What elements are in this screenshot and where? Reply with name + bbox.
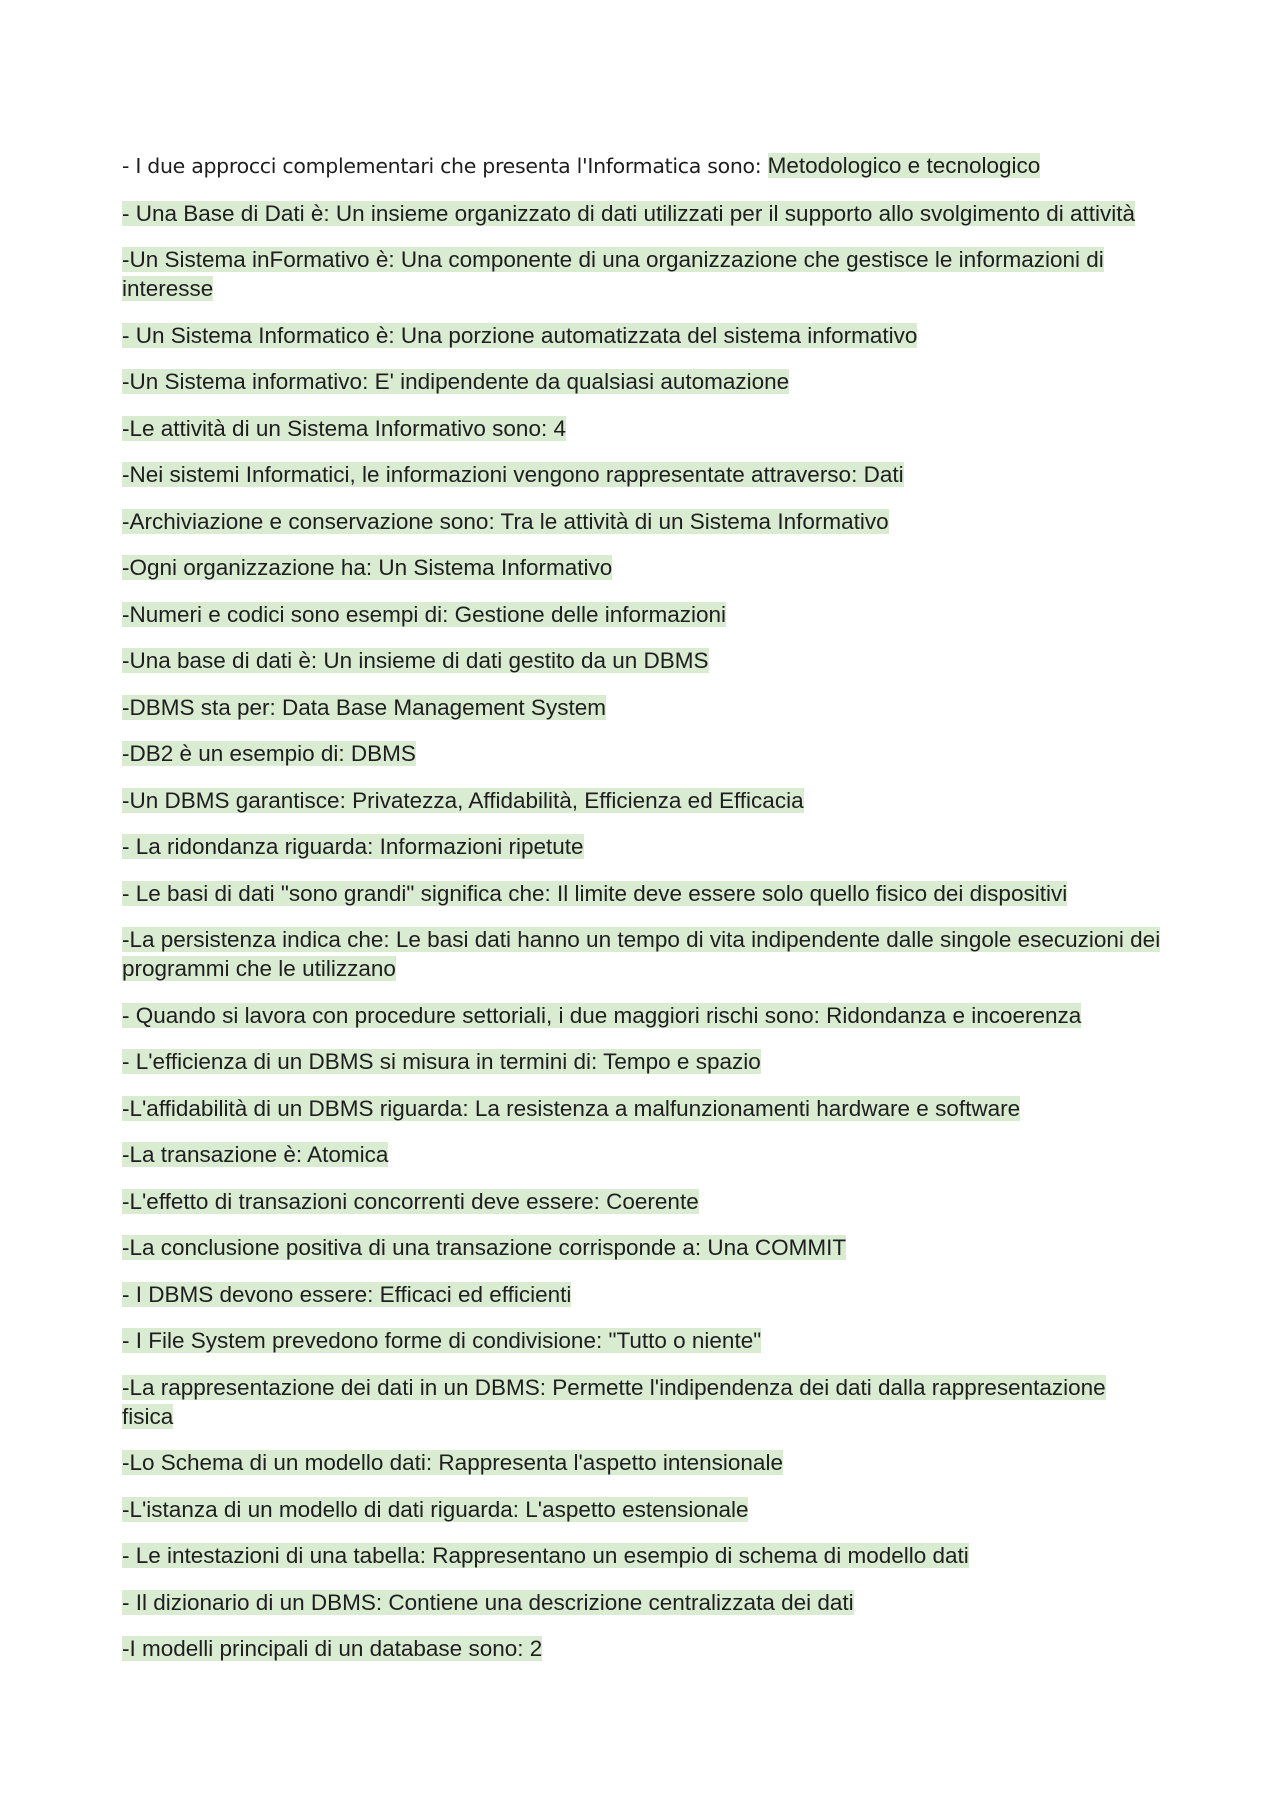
highlighted-text: -L'istanza di un modello di dati riguarda: L'aspetto estensionale [122, 1496, 749, 1522]
question-line [122, 1588, 1162, 1617]
highlighted-text: - Il dizionario di un DBMS: Contiene una descrizione centralizzata dei dati [122, 1589, 854, 1615]
question-line [122, 1187, 1162, 1216]
question-line [122, 1094, 1162, 1123]
document-body [122, 151, 1162, 1681]
highlighted-text: -Un DBMS garantisce: Privatezza, Affidabilità, Efficienza ed Efficacia [122, 787, 804, 813]
question-line [122, 925, 1162, 983]
question-line [122, 1047, 1162, 1076]
highlighted-text: -La conclusione positiva di una transazione corrisponde a: Una COMMIT [122, 1235, 847, 1260]
question-line [122, 460, 1162, 489]
highlighted-text: - Le intestazioni di una tabella: Rappresentano un esempio di schema di modello dati [122, 1543, 969, 1568]
highlighted-text: -Lo Schema di un modello dati: Rappresenta l'aspetto intensionale [122, 1450, 783, 1475]
highlighted-text: - Una Base di Dati è: Un insieme organizzato di dati utilizzati per il supporto allo svolgimento di attività [122, 200, 1135, 226]
highlighted-text: - Un Sistema Informatico è: Una porzione automatizzata del sistema informativo [122, 322, 918, 348]
question-line [122, 739, 1162, 768]
highlighted-answer: Metodologico e tecnologico [767, 153, 1041, 178]
question-line [122, 1280, 1162, 1309]
highlighted-text: -Numeri e codici sono esempi di: Gestione delle informazioni [122, 601, 727, 627]
question-line [122, 1001, 1162, 1030]
highlighted-text: -Un Sistema inFormativo è: Una componente di una organizzazione che gestisce le informazioni di interesse [122, 247, 1104, 301]
highlighted-text: -La rappresentazione dei dati in un DBMS: Permette l'indipendenza dei dati dalla rappresentazione fisica [122, 1374, 1106, 1429]
question-line [122, 1140, 1162, 1169]
highlighted-text: -I modelli principali di un database sono: 2 [122, 1636, 543, 1661]
question-line [122, 879, 1162, 908]
highlighted-text: -Archiviazione e conservazione sono: Tra le attività di un Sistema Informativo [122, 508, 889, 534]
question-line [122, 600, 1162, 629]
highlighted-text: -La persistenza indica che: Le basi dati hanno un tempo di vita indipendente dalle singole esecuzioni dei programmi che le utilizzano [122, 927, 1161, 981]
question-line [122, 151, 1162, 181]
question-line [122, 414, 1162, 443]
highlighted-text: -DB2 è un esempio di: DBMS [122, 741, 416, 766]
question-line [122, 693, 1162, 722]
question-text: - I due approcci complementari che presenta l'Informatica sono: [122, 154, 768, 178]
question-line [122, 1495, 1162, 1524]
highlighted-text: -La transazione è: Atomica [122, 1142, 389, 1167]
question-line [122, 507, 1162, 536]
question-line [122, 646, 1162, 675]
highlighted-text: - L'efficienza di un DBMS si misura in termini di: Tempo e spazio [122, 1049, 761, 1074]
question-line [122, 245, 1162, 303]
highlighted-text: -Una base di dati è: Un insieme di dati gestito da un DBMS [122, 648, 709, 673]
question-line [122, 1541, 1162, 1570]
question-line [122, 1448, 1162, 1477]
highlighted-text: -Un Sistema informativo: E' indipendente da qualsiasi automazione [122, 369, 790, 394]
highlighted-text: -DBMS sta per: Data Base Management System [122, 694, 606, 720]
question-line [122, 1373, 1162, 1431]
highlighted-text: -L'affidabilità di un DBMS riguarda: La resistenza a malfunzionamenti hardware e software [122, 1095, 1021, 1121]
highlighted-text: -L'effetto di transazioni concorrenti deve essere: Coerente [122, 1188, 699, 1214]
highlighted-text: -Le attività di un Sistema Informativo sono: 4 [122, 415, 566, 441]
highlighted-text: - La ridondanza riguarda: Informazioni ripetute [122, 834, 584, 859]
question-line [122, 199, 1162, 228]
question-line [122, 553, 1162, 582]
question-line [122, 786, 1162, 815]
highlighted-text: - Quando si lavora con procedure settoriali, i due maggiori rischi sono: Ridondanza e incoerenza [122, 1002, 1082, 1028]
question-line [122, 832, 1162, 861]
highlighted-text: - Le basi di dati "sono grandi" significa che: Il limite deve essere solo quello fisico dei dispositivi [122, 880, 1068, 906]
highlighted-text: -Nei sistemi Informatici, le informazioni vengono rappresentate attraverso: Dati [122, 462, 904, 487]
highlighted-text: -Ogni organizzazione ha: Un Sistema Informativo [122, 555, 613, 580]
question-line [122, 1634, 1162, 1663]
question-line [122, 1233, 1162, 1262]
highlighted-text: - I DBMS devono essere: Efficaci ed efficienti [122, 1281, 572, 1307]
question-line [122, 367, 1162, 396]
question-line [122, 1326, 1162, 1355]
question-line [122, 321, 1162, 350]
highlighted-text: - I File System prevedono forme di condivisione: "Tutto o niente" [122, 1328, 762, 1353]
